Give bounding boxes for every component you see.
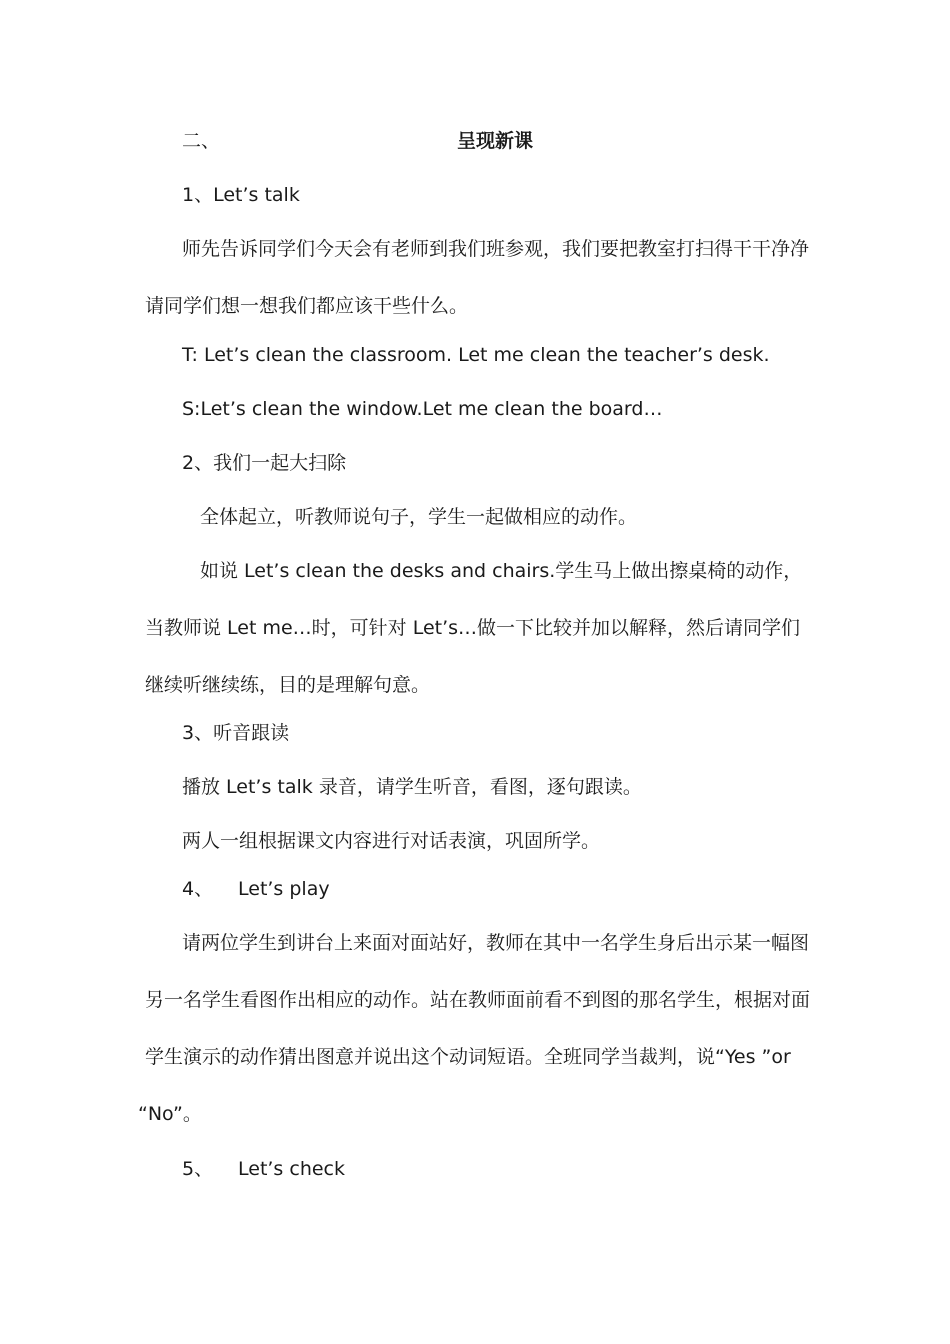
item-4-title: Let’s play: [238, 878, 330, 900]
section-number: 二、: [182, 130, 221, 152]
paragraph-line: 请两位学生到讲台上来面对面站好，教师在其中一名学生身后出示某一幅图: [182, 932, 810, 954]
paragraph-line: 播放 Let’s talk 录音，请学生听音，看图，逐句跟读。: [182, 776, 642, 798]
paragraph-line: 另一名学生看图作出相应的动作。站在教师面前看不到图的那名学生，根据对面: [145, 989, 811, 1011]
item-4-number: 4、: [182, 878, 214, 900]
section-title: 呈现新课: [457, 130, 534, 152]
item-3-heading: 3、听音跟读: [182, 722, 290, 744]
item-5-title: Let’s check: [238, 1158, 345, 1180]
item-2-heading: 2、我们一起大扫除: [182, 452, 347, 474]
dialogue-student: S:Let’s clean the window.Let me clean the board…: [182, 398, 663, 420]
item-5-number: 5、: [182, 1158, 214, 1180]
dialogue-teacher: T: Let’s clean the classroom. Let me clean the teacher’s desk.: [182, 344, 770, 366]
paragraph-line: 师先告诉同学们今天会有老师到我们班参观，我们要把教室打扫得干干净净: [182, 238, 810, 260]
paragraph-line: 当教师说 Let me…时，可针对 Let’s…做一下比较并加以解释，然后请同学们: [145, 617, 801, 639]
paragraph-line: 请同学们想一想我们都应该干些什么。: [145, 295, 469, 317]
item-1-heading: 1、Let’s talk: [182, 184, 300, 206]
paragraph-line: “No”。: [138, 1103, 202, 1125]
item-5-heading: [182, 1156, 345, 1182]
item-4-heading: [182, 876, 330, 902]
paragraph-line: 学生演示的动作猜出图意并说出这个动词短语。全班同学当裁判，说“Yes ”or: [145, 1046, 791, 1068]
paragraph-line: 如说 Let’s clean the desks and chairs.学生马上做出擦桌椅的动作，: [200, 560, 803, 582]
paragraph-line: 全体起立，听教师说句子，学生一起做相应的动作。: [200, 506, 638, 528]
paragraph-line: 继续听继续练，目的是理解句意。: [145, 674, 431, 696]
paragraph-line: 两人一组根据课文内容进行对话表演，巩固所学。: [182, 830, 601, 852]
